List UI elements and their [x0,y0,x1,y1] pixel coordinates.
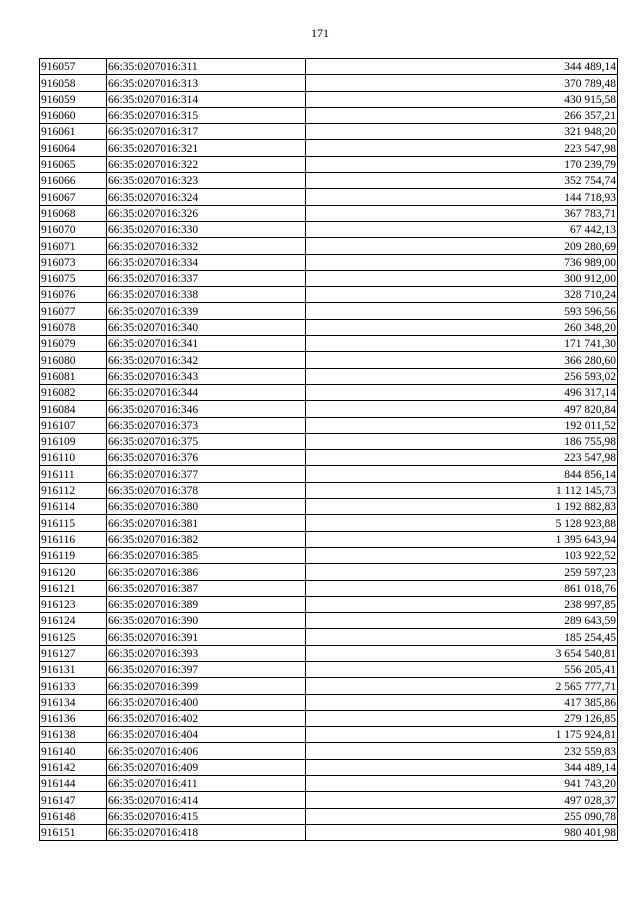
record-id-cell: 916123 [40,596,107,612]
cadastral-number-cell: 66:35:0207016:323 [107,173,306,189]
cadastral-number-cell: 66:35:0207016:317 [107,124,306,140]
table-row [40,759,618,775]
table-row [40,710,618,726]
cadastral-value-cell: 417 385,86 [306,694,618,710]
cadastral-value-cell: 496 317,14 [306,384,618,400]
table-row [40,564,618,580]
cadastral-number-cell: 66:35:0207016:375 [107,433,306,449]
record-id-cell: 916147 [40,792,107,808]
table-row [40,776,618,792]
table-row [40,140,618,156]
cadastral-number-cell: 66:35:0207016:315 [107,107,306,123]
cadastral-value-cell: 266 357,21 [306,107,618,123]
table-row [40,319,618,335]
table-row [40,694,618,710]
cadastral-value-cell: 3 654 540,81 [306,645,618,661]
cadastral-number-cell: 66:35:0207016:339 [107,303,306,319]
table-row [40,515,618,531]
cadastral-value-cell: 352 754,74 [306,173,618,189]
record-id-cell: 916136 [40,710,107,726]
page-number: 171 [311,26,329,40]
cadastral-number-cell: 66:35:0207016:402 [107,710,306,726]
cadastral-number-cell: 66:35:0207016:340 [107,319,306,335]
cadastral-number-cell: 66:35:0207016:409 [107,759,306,775]
cadastral-number-cell: 66:35:0207016:346 [107,401,306,417]
table-row [40,352,618,368]
record-id-cell: 916125 [40,629,107,645]
record-id-cell: 916068 [40,205,107,221]
cadastral-value-cell: 497 820,84 [306,401,618,417]
cadastral-number-cell: 66:35:0207016:411 [107,776,306,792]
cadastral-value-cell: 232 559,83 [306,743,618,759]
table-row [40,792,618,808]
table-row [40,531,618,547]
cadastral-value-table [39,58,618,841]
cadastral-value-cell: 144 718,93 [306,189,618,205]
cadastral-value-cell: 256 593,02 [306,368,618,384]
record-id-cell: 916080 [40,352,107,368]
table-body [40,59,618,841]
cadastral-value-cell: 255 090,78 [306,808,618,824]
record-id-cell: 916059 [40,91,107,107]
cadastral-value-cell: 67 442,13 [306,221,618,237]
record-id-cell: 916060 [40,107,107,123]
table-row [40,645,618,661]
cadastral-number-cell: 66:35:0207016:334 [107,254,306,270]
table-row [40,743,618,759]
cadastral-number-cell: 66:35:0207016:380 [107,499,306,515]
record-id-cell: 916138 [40,727,107,743]
table-row [40,417,618,433]
cadastral-number-cell: 66:35:0207016:400 [107,694,306,710]
record-id-cell: 916111 [40,466,107,482]
record-id-cell: 916142 [40,759,107,775]
cadastral-number-cell: 66:35:0207016:381 [107,515,306,531]
cadastral-number-cell: 66:35:0207016:418 [107,824,306,840]
cadastral-value-cell: 980 401,98 [306,824,618,840]
record-id-cell: 916066 [40,173,107,189]
record-id-cell: 916140 [40,743,107,759]
record-id-cell: 916079 [40,336,107,352]
record-id-cell: 916061 [40,124,107,140]
cadastral-number-cell: 66:35:0207016:321 [107,140,306,156]
cadastral-value-cell: 185 254,45 [306,629,618,645]
table-row [40,336,618,352]
cadastral-value-cell: 430 915,58 [306,91,618,107]
record-id-cell: 916067 [40,189,107,205]
record-id-cell: 916121 [40,580,107,596]
cadastral-number-cell: 66:35:0207016:322 [107,156,306,172]
table-row [40,59,618,75]
table-row [40,124,618,140]
cadastral-value-cell: 1 395 643,94 [306,531,618,547]
cadastral-number-cell: 66:35:0207016:399 [107,678,306,694]
record-id-cell: 916064 [40,140,107,156]
cadastral-number-cell: 66:35:0207016:391 [107,629,306,645]
cadastral-value-cell: 103 922,52 [306,547,618,563]
cadastral-number-cell: 66:35:0207016:338 [107,287,306,303]
cadastral-value-cell: 556 205,41 [306,661,618,677]
table-row [40,287,618,303]
cadastral-number-cell: 66:35:0207016:387 [107,580,306,596]
table-row [40,156,618,172]
record-id-cell: 916148 [40,808,107,824]
record-id-cell: 916065 [40,156,107,172]
record-id-cell: 916119 [40,547,107,563]
table-row [40,384,618,400]
record-id-cell: 916116 [40,531,107,547]
record-id-cell: 916058 [40,75,107,91]
cadastral-number-cell: 66:35:0207016:373 [107,417,306,433]
table-row [40,368,618,384]
record-id-cell: 916076 [40,287,107,303]
cadastral-value-cell: 223 547,98 [306,140,618,156]
cadastral-value-cell: 171 741,30 [306,336,618,352]
cadastral-number-cell: 66:35:0207016:314 [107,91,306,107]
record-id-cell: 916077 [40,303,107,319]
cadastral-number-cell: 66:35:0207016:376 [107,450,306,466]
cadastral-value-cell: 941 743,20 [306,776,618,792]
table-row [40,580,618,596]
table-row [40,91,618,107]
table-row [40,238,618,254]
cadastral-value-cell: 186 755,98 [306,433,618,449]
record-id-cell: 916057 [40,59,107,75]
cadastral-number-cell: 66:35:0207016:385 [107,547,306,563]
record-id-cell: 916112 [40,482,107,498]
cadastral-number-cell: 66:35:0207016:378 [107,482,306,498]
cadastral-number-cell: 66:35:0207016:390 [107,613,306,629]
table-row [40,629,618,645]
cadastral-number-cell: 66:35:0207016:342 [107,352,306,368]
cadastral-number-cell: 66:35:0207016:406 [107,743,306,759]
cadastral-value-cell: 736 989,00 [306,254,618,270]
cadastral-value-cell: 321 948,20 [306,124,618,140]
cadastral-value-cell: 370 789,48 [306,75,618,91]
record-id-cell: 916120 [40,564,107,580]
cadastral-number-cell: 66:35:0207016:377 [107,466,306,482]
table-row [40,270,618,286]
cadastral-value-cell: 1 112 145,73 [306,482,618,498]
cadastral-value-cell: 497 028,37 [306,792,618,808]
cadastral-number-cell: 66:35:0207016:330 [107,221,306,237]
table-row [40,221,618,237]
table-row [40,173,618,189]
cadastral-value-cell: 861 018,76 [306,580,618,596]
cadastral-number-cell: 66:35:0207016:414 [107,792,306,808]
table-row [40,254,618,270]
record-id-cell: 916131 [40,661,107,677]
table-row [40,678,618,694]
record-id-cell: 916075 [40,270,107,286]
cadastral-value-cell: 328 710,24 [306,287,618,303]
cadastral-number-cell: 66:35:0207016:389 [107,596,306,612]
table-row [40,547,618,563]
cadastral-number-cell: 66:35:0207016:341 [107,336,306,352]
record-id-cell: 916078 [40,319,107,335]
cadastral-value-cell: 344 489,14 [306,59,618,75]
cadastral-number-cell: 66:35:0207016:324 [107,189,306,205]
cadastral-number-cell: 66:35:0207016:344 [107,384,306,400]
table-row [40,466,618,482]
table-row [40,189,618,205]
table-row [40,482,618,498]
table-row [40,450,618,466]
table-row [40,205,618,221]
cadastral-value-cell: 209 280,69 [306,238,618,254]
cadastral-value-cell: 170 239,79 [306,156,618,172]
table-row [40,727,618,743]
cadastral-value-cell: 238 997,85 [306,596,618,612]
cadastral-value-cell: 366 280,60 [306,352,618,368]
cadastral-value-cell: 1 192 882,83 [306,499,618,515]
cadastral-number-cell: 66:35:0207016:326 [107,205,306,221]
cadastral-number-cell: 66:35:0207016:313 [107,75,306,91]
record-id-cell: 916084 [40,401,107,417]
cadastral-value-cell: 279 126,85 [306,710,618,726]
table-row [40,808,618,824]
record-id-cell: 916107 [40,417,107,433]
cadastral-number-cell: 66:35:0207016:397 [107,661,306,677]
cadastral-value-cell: 192 011,52 [306,417,618,433]
table-row [40,824,618,840]
cadastral-value-cell: 289 643,59 [306,613,618,629]
table-row [40,613,618,629]
record-id-cell: 916082 [40,384,107,400]
table-row [40,433,618,449]
table-row [40,596,618,612]
cadastral-value-cell: 844 856,14 [306,466,618,482]
record-id-cell: 916133 [40,678,107,694]
cadastral-value-cell: 223 547,98 [306,450,618,466]
record-id-cell: 916081 [40,368,107,384]
record-id-cell: 916124 [40,613,107,629]
cadastral-number-cell: 66:35:0207016:393 [107,645,306,661]
table-row [40,303,618,319]
cadastral-value-cell: 259 597,23 [306,564,618,580]
record-id-cell: 916151 [40,824,107,840]
record-id-cell: 916071 [40,238,107,254]
record-id-cell: 916144 [40,776,107,792]
record-id-cell: 916134 [40,694,107,710]
cadastral-value-cell: 300 912,00 [306,270,618,286]
table-row [40,499,618,515]
cadastral-value-cell: 5 128 923,88 [306,515,618,531]
cadastral-number-cell: 66:35:0207016:311 [107,59,306,75]
cadastral-value-cell: 260 348,20 [306,319,618,335]
record-id-cell: 916109 [40,433,107,449]
cadastral-value-cell: 1 175 924,81 [306,727,618,743]
cadastral-number-cell: 66:35:0207016:382 [107,531,306,547]
record-id-cell: 916073 [40,254,107,270]
table-row [40,661,618,677]
record-id-cell: 916127 [40,645,107,661]
cadastral-number-cell: 66:35:0207016:404 [107,727,306,743]
cadastral-value-cell: 2 565 777,71 [306,678,618,694]
record-id-cell: 916070 [40,221,107,237]
record-id-cell: 916115 [40,515,107,531]
cadastral-value-cell: 344 489,14 [306,759,618,775]
cadastral-number-cell: 66:35:0207016:332 [107,238,306,254]
cadastral-value-cell: 367 783,71 [306,205,618,221]
cadastral-number-cell: 66:35:0207016:337 [107,270,306,286]
table-row [40,107,618,123]
record-id-cell: 916114 [40,499,107,515]
cadastral-number-cell: 66:35:0207016:386 [107,564,306,580]
cadastral-number-cell: 66:35:0207016:415 [107,808,306,824]
record-id-cell: 916110 [40,450,107,466]
cadastral-value-cell: 593 596,56 [306,303,618,319]
table-row [40,401,618,417]
table-row [40,75,618,91]
cadastral-number-cell: 66:35:0207016:343 [107,368,306,384]
